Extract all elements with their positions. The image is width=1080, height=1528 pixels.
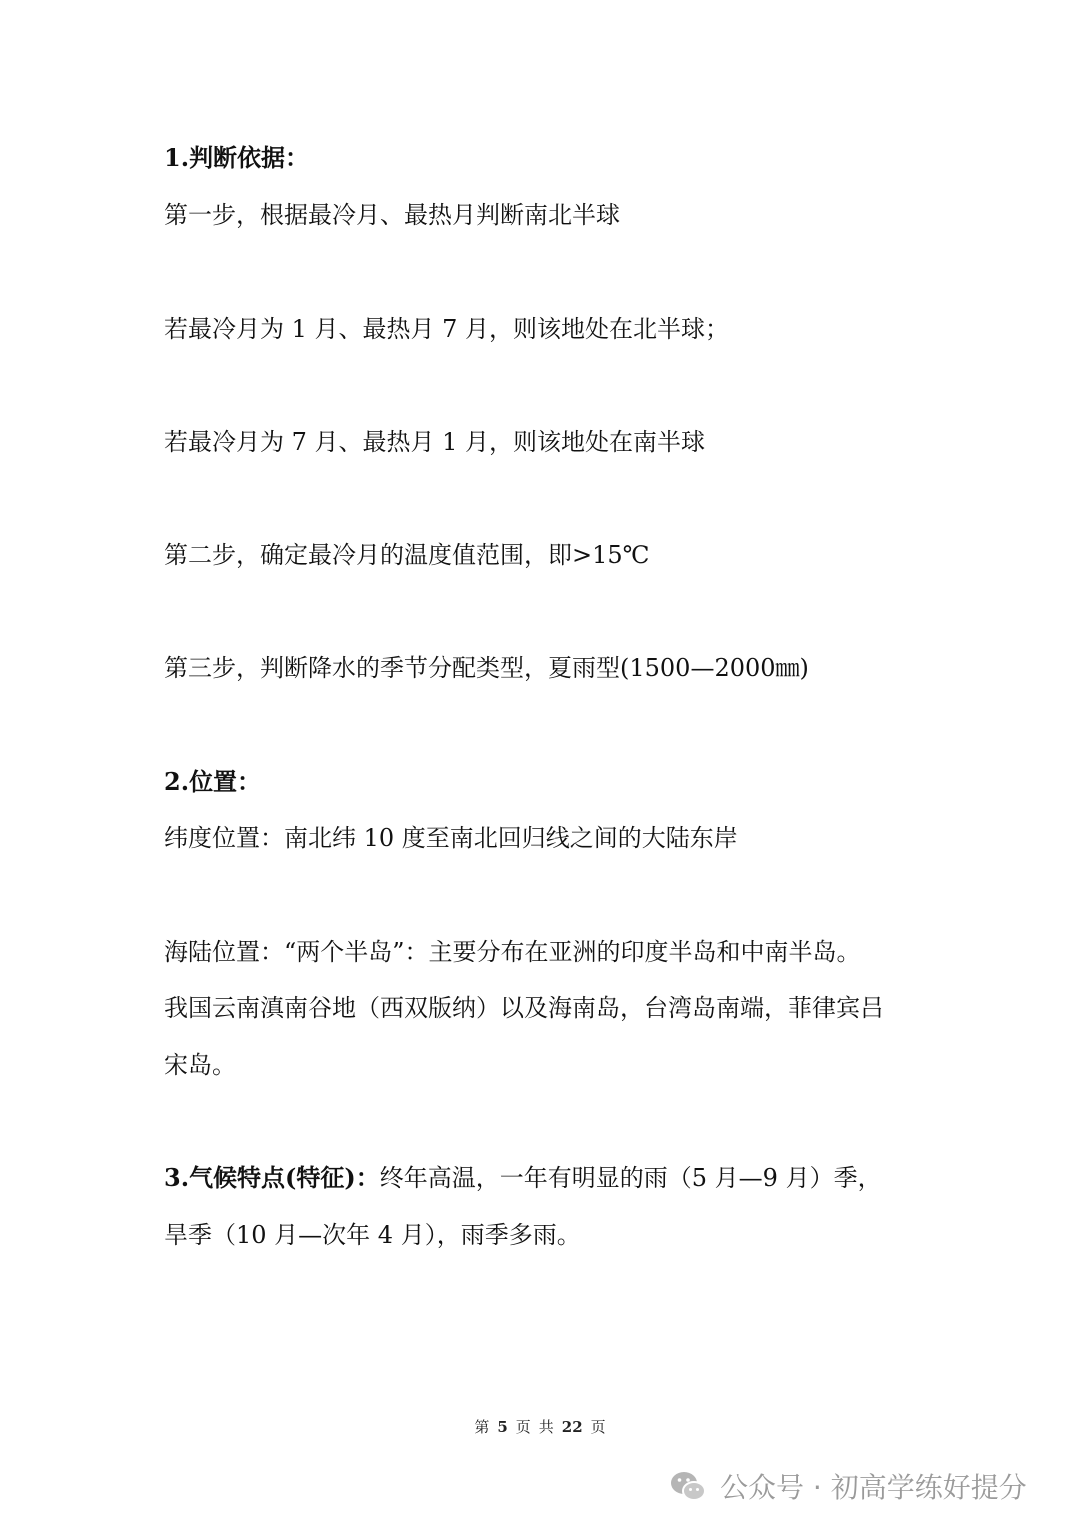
heading-3 — [164, 1163, 380, 1192]
page-footer — [0, 1416, 1080, 1437]
footer-ye-2: 页 — [590, 1418, 606, 1436]
paragraph-luzon: 宋岛。 — [164, 1051, 236, 1079]
heading-2 — [164, 766, 261, 798]
wechat-icon — [668, 1466, 708, 1506]
paragraph-southern-hemisphere: 若最冷月为 7 月、最热月 1 月，则该地处在南半球 — [164, 428, 706, 456]
paragraph-step-1: 第一步，根据最冷月、最热月判断南北半球 — [164, 201, 620, 229]
paragraph-step-2: 第二步，确定最冷月的温度值范围，即>15℃ — [164, 541, 650, 569]
paragraph-climate — [164, 1162, 882, 1194]
heading-3-number: 3. — [164, 1163, 190, 1192]
watermark — [668, 1462, 1027, 1510]
heading-2-text: 位置： — [189, 767, 262, 796]
footer-ye: 页 — [515, 1418, 531, 1436]
footer-page-number: 5 — [497, 1418, 508, 1436]
paragraph-dry-season: 旱季（10 月—次年 4 月），雨季多雨。 — [164, 1221, 581, 1249]
watermark-text: 公众号 · 初高学练好提分 — [720, 1471, 1027, 1504]
climate-description: 终年高温，一年有明显的雨（5 月—9 月）季， — [379, 1164, 882, 1192]
paragraph-china-regions: 我国云南滇南谷地（西双版纳）以及海南岛，台湾岛南端，菲律宾吕 — [164, 994, 884, 1022]
heading-3-text: 气候特点(特征)： — [189, 1163, 380, 1192]
footer-total-pages: 22 — [561, 1418, 583, 1436]
footer-gong: 共 — [538, 1418, 554, 1436]
paragraph-northern-hemisphere: 若最冷月为 1 月、最热月 7 月，则该地处在北半球； — [164, 315, 730, 343]
paragraph-land-sea: 海陆位置：“两个半岛”：主要分布在亚洲的印度半岛和中南半岛。 — [164, 938, 861, 966]
heading-1-text: 判断依据： — [189, 143, 310, 172]
paragraph-step-3: 第三步，判断降水的季节分配类型，夏雨型(1500—2000㎜) — [164, 654, 809, 682]
heading-2-number: 2. — [164, 767, 190, 796]
footer-di: 第 — [474, 1418, 490, 1436]
paragraph-latitude: 纬度位置：南北纬 10 度至南北回归线之间的大陆东岸 — [164, 824, 738, 852]
heading-1 — [164, 142, 309, 174]
heading-1-number: 1. — [164, 143, 190, 172]
